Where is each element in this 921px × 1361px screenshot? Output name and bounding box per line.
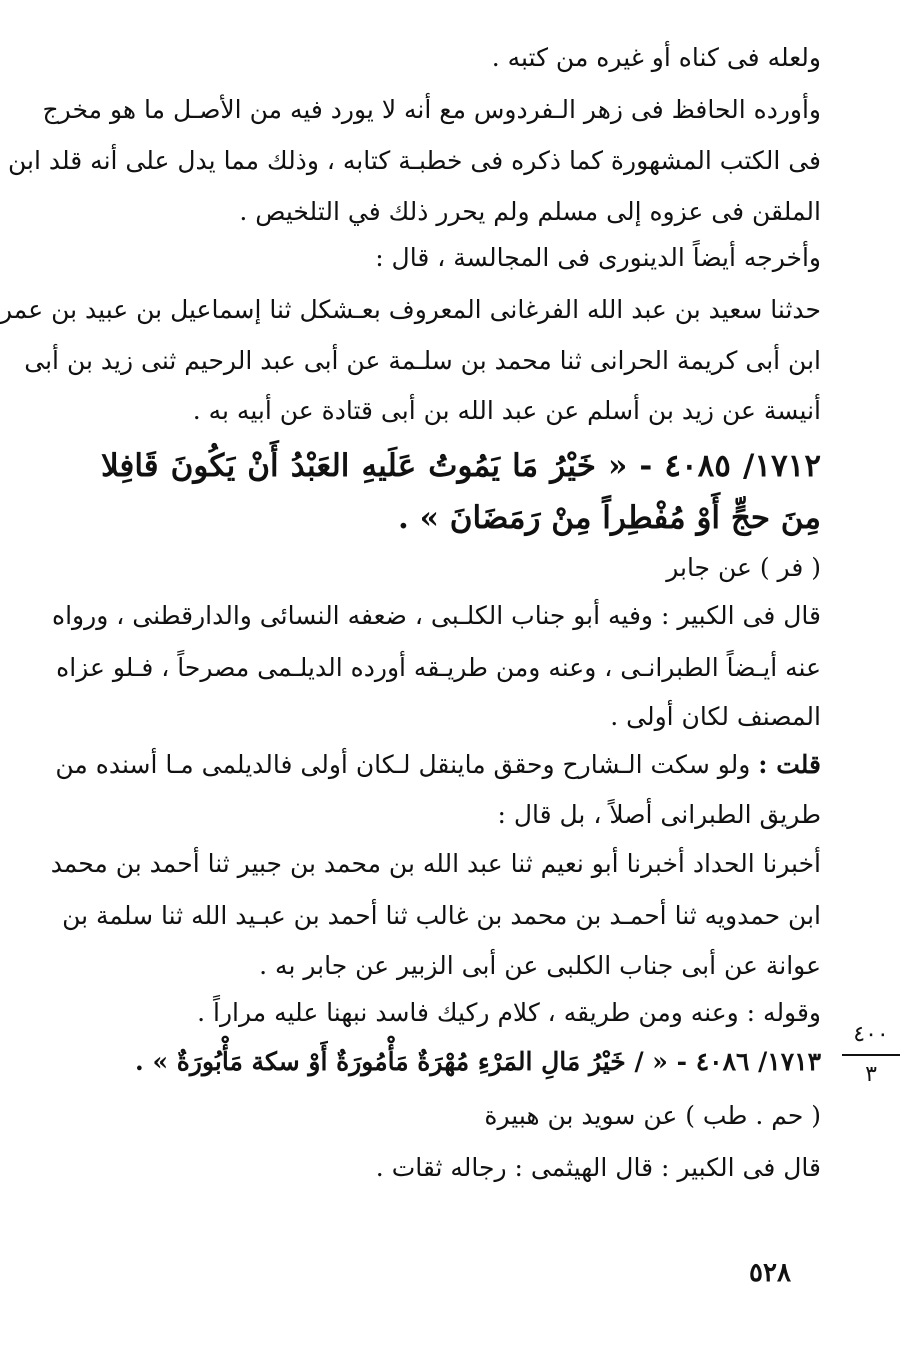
isnad-line: أخبرنا الحداد أخبرنا أبو نعيم ثنا عبد الله بن محمد بن جبير ثنا أحمد بن محمد	[50, 849, 821, 878]
hadith-text: ١٧١٣/ ٤٠٨٦ - « / خَيْرُ مَالِ المَرْءِ مُهْرَةٌ مَأْمُورَةٌ أَوْ سكة مَأْبُورَةٌ » .	[135, 1047, 821, 1076]
text-line: ولو سكت الـشارح وحقق ماينقل لـكان أولى فالديلمى مـا أسنده من	[55, 750, 751, 779]
marginal-reference	[836, 1020, 906, 1090]
hadith-text: ١٧١٢/ ٤٠٨٥ - « خَيْرُ مَا يَمُوتُ عَلَيهِ العَبْدُ أَنْ يَكُونَ قَافِلا	[101, 448, 821, 484]
text-line: وأخرجه أيضاً الدينورى فى المجالسة ، قال :	[375, 243, 821, 272]
marginal-top: ٤٠٠	[853, 1022, 889, 1047]
page-number: ٥٢٨	[749, 1258, 791, 1288]
isnad-line: حدثنا سعيد بن عبد الله الفرغانى المعروف بعـشكل ثنا إسماعيل بن عبيد بن عمر	[0, 295, 821, 324]
marginal-rule	[842, 1054, 900, 1056]
qult-label: قلت :	[758, 750, 821, 779]
text-line: قال فى الكبير : قال الهيثمى : رجاله ثقات .	[375, 1153, 821, 1182]
text-line: وأورده الحافظ فى زهر الـفردوس مع أنه لا يورد فيه من الأصـل ما هو مخرج	[42, 95, 821, 124]
isnad-line: أنيسة عن زيد بن أسلم عن عبد الله بن أبى قتادة عن أبيه به .	[192, 396, 821, 425]
text-line: طريق الطبرانى أصلاً ، بل قال :	[497, 800, 821, 829]
source-attribution: ( حم . طب ) عن سويد بن هبيرة	[484, 1101, 821, 1130]
text-line: ولعله فى كناه أو غيره من كتبه .	[491, 43, 821, 72]
marginal-bottom: ٣	[865, 1062, 877, 1087]
isnad-line: عوانة عن أبى جناب الكلبى عن أبى الزبير عن جابر به .	[259, 951, 821, 980]
hadith-text: مِنَ حجٍّ أَوْ مُفْطِراً مِنْ رَمَضَانَ » .	[398, 500, 821, 536]
text-line: فى الكتب المشهورة كما ذكره فى خطبـة كتابه ، وذلك مما يدل على أنه قلد ابن	[7, 146, 821, 175]
text-line: قال فى الكبير : وفيه أبو جناب الكلـبى ، ضعفه النسائى والدارقطنى ، ورواه	[52, 601, 821, 630]
text-line: الملقن فى عزوه إلى مسلم ولم يحرر ذلك في التلخيص .	[239, 197, 821, 226]
source-attribution: ( فر ) عن جابر	[666, 553, 821, 582]
text-line: وقوله : وعنه ومن طريقه ، كلام ركيك فاسد نبهنا عليه مراراً .	[197, 998, 821, 1027]
qult-line	[55, 747, 821, 787]
text-line: المصنف لكان أولى .	[610, 702, 821, 731]
text-line: عنه أيـضاً الطبرانـى ، وعنه ومن طريـقه أورده الديلـمى مصرحاً ، فـلو عزاه	[56, 653, 821, 682]
isnad-line: ابن أبى كريمة الحرانى ثنا محمد بن سلـمة عن أبى عبد الرحيم ثنى زيد بن أبى	[24, 346, 821, 375]
isnad-line: ابن حمدويه ثنا أحمـد بن محمد بن غالب ثنا أحمد بن عبـيد الله ثنا سلمة بن	[62, 901, 821, 930]
